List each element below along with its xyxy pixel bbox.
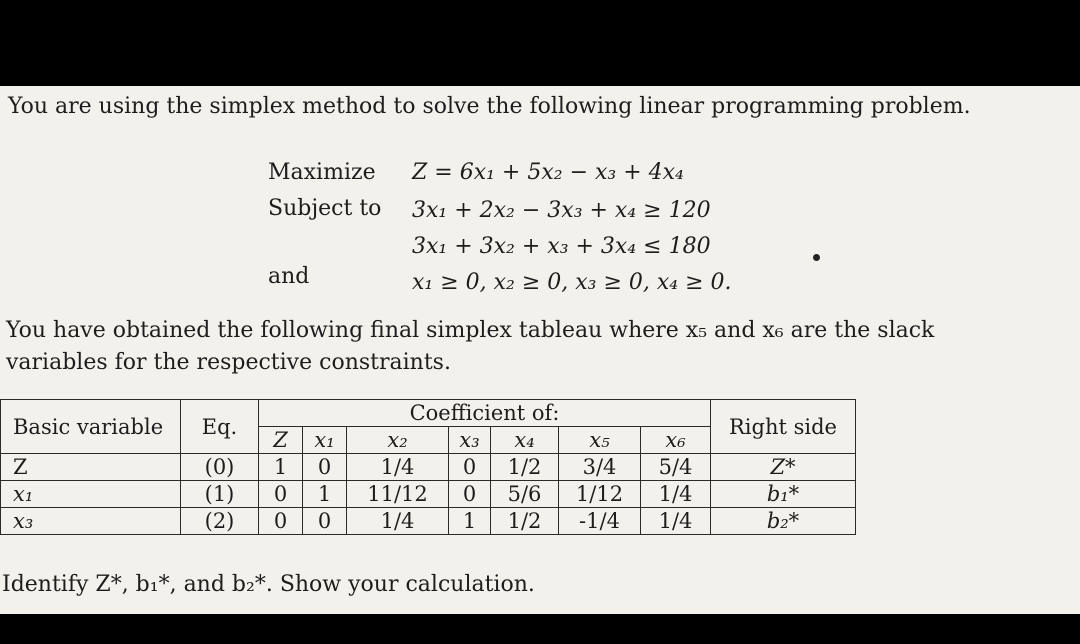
coeff-cell: 1/4 (641, 508, 711, 535)
eq-cell: (2) (181, 508, 259, 535)
col-header-x3: x₃ (449, 427, 491, 454)
tableau-header-row (1, 400, 856, 427)
constraint-1: 3x₁ + 2x₂ − 3x₃ + x₄ ≥ 120 (412, 198, 711, 223)
col-header-z: Z (259, 427, 303, 454)
coeff-cell: 0 (449, 481, 491, 508)
tableau-intro-line1: You have obtained the following final simplex tableau where x₅ and x₆ are the slack (6, 318, 935, 343)
tableau-intro-line2: variables for the respective constraints. (6, 350, 451, 375)
header-basic-variable: Basic variable (1, 400, 181, 454)
document-page (0, 86, 1080, 614)
basic-variable-cell: x₃ (1, 508, 181, 535)
col-header-x5: x₅ (559, 427, 641, 454)
coeff-cell: 0 (259, 481, 303, 508)
eq-cell: (1) (181, 481, 259, 508)
question-text: Identify Z*, b₁*, and b₂*. Show your calculation. (2, 572, 535, 597)
coeff-cell: 1 (303, 481, 347, 508)
coeff-cell: 11/12 (347, 481, 449, 508)
coeff-cell: 1/2 (491, 454, 559, 481)
coeff-cell: 1/2 (491, 508, 559, 535)
table-row (1, 454, 856, 481)
basic-variable-cell: x₁ (1, 481, 181, 508)
header-right-side: Right side (711, 400, 856, 454)
intro-text: You are using the simplex method to solve the following linear programming problem. (8, 94, 971, 119)
coeff-cell: 1 (449, 508, 491, 535)
col-header-x1: x₁ (303, 427, 347, 454)
header-eq: Eq. (181, 400, 259, 454)
coeff-cell: 1/4 (347, 454, 449, 481)
coeff-cell: 5/6 (491, 481, 559, 508)
and-label: and (268, 264, 310, 289)
col-header-x4: x₄ (491, 427, 559, 454)
rhs-cell: b₁* (711, 481, 856, 508)
basic-variable-cell: Z (1, 454, 181, 481)
stray-dot (813, 254, 820, 261)
col-header-x2: x₂ (347, 427, 449, 454)
coeff-cell: 1/4 (641, 481, 711, 508)
nonnegativity-constraints: x₁ ≥ 0, x₂ ≥ 0, x₃ ≥ 0, x₄ ≥ 0. (412, 270, 732, 295)
col-header-x6: x₆ (641, 427, 711, 454)
header-coefficient: Coefficient of: (259, 400, 711, 427)
coeff-cell: 5/4 (641, 454, 711, 481)
subject-to-label: Subject to (268, 196, 382, 221)
coeff-cell: 0 (259, 508, 303, 535)
table-row (1, 508, 856, 535)
coeff-cell: 3/4 (559, 454, 641, 481)
rhs-cell: Z* (711, 454, 856, 481)
coeff-cell: 0 (303, 508, 347, 535)
objective-function: Z = 6x₁ + 5x₂ − x₃ + 4x₄ (412, 160, 684, 185)
coeff-cell: 1/4 (347, 508, 449, 535)
maximize-label: Maximize (268, 160, 376, 185)
coeff-cell: 1/12 (559, 481, 641, 508)
coeff-cell: 0 (449, 454, 491, 481)
table-row (1, 481, 856, 508)
eq-cell: (0) (181, 454, 259, 481)
coeff-cell: 1 (259, 454, 303, 481)
simplex-tableau (0, 399, 856, 535)
coeff-cell: -1/4 (559, 508, 641, 535)
rhs-cell: b₂* (711, 508, 856, 535)
coeff-cell: 0 (303, 454, 347, 481)
constraint-2: 3x₁ + 3x₂ + x₃ + 3x₄ ≤ 180 (412, 234, 711, 259)
